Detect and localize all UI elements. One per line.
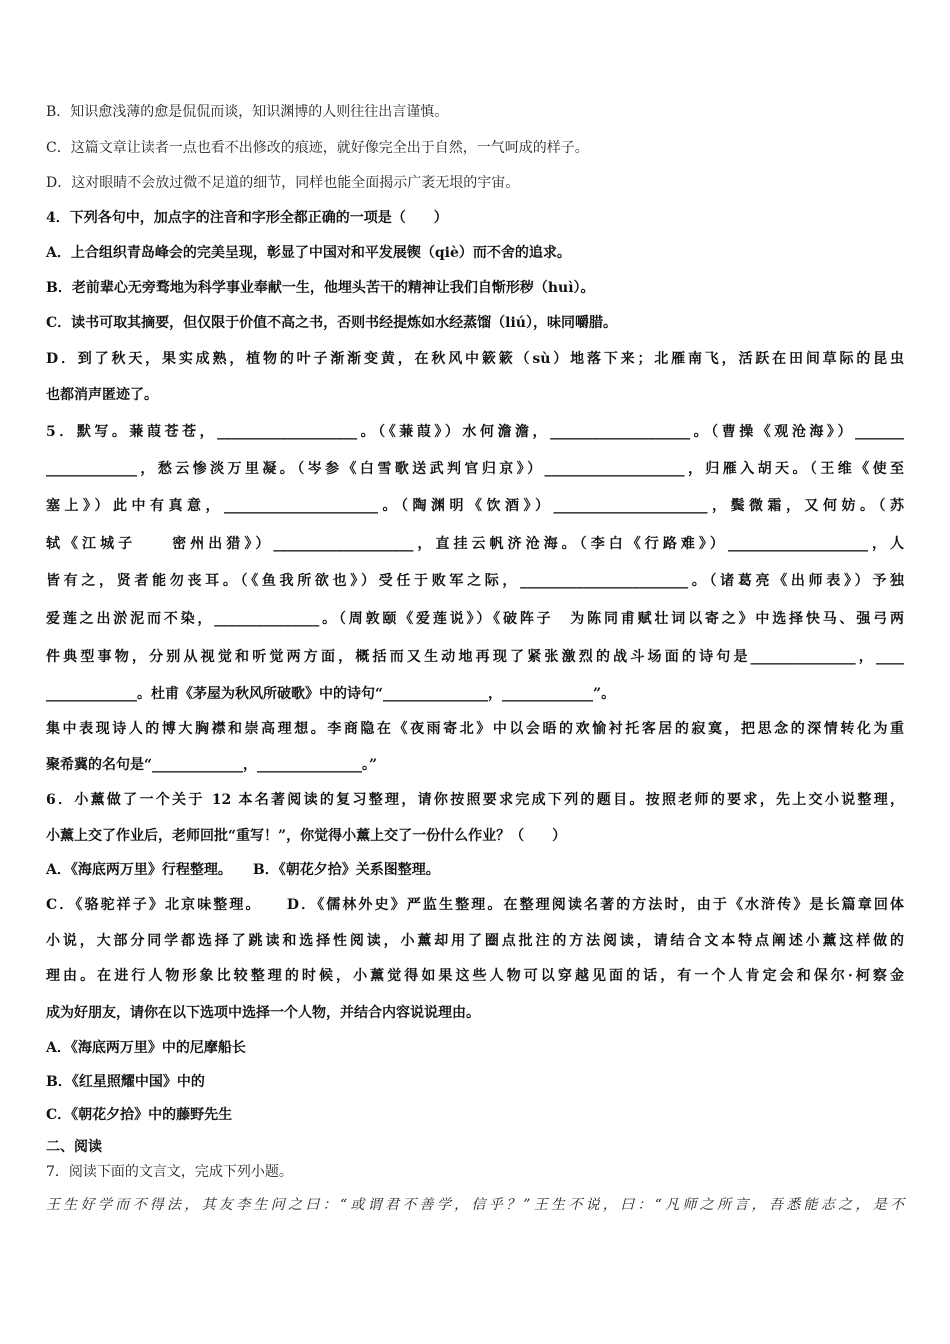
question-6-line-2: 小薰上交了作业后，老师回批“重写！”，你觉得小薰上交了一份什么作业？（ ） <box>46 828 567 844</box>
question-6-options-ab: A．《海底两万里》行程整理。 B．《朝花夕拾》关系图整理。 <box>46 862 440 878</box>
question-5-line-9: 集中表现诗人的博大胸襟和崇高理想。李商隐在《夜雨寄北》中以会晤的欢愉衬托客居的寂寞，把思念的深情转化为重 <box>46 721 904 737</box>
question-5-line-5: 皆有之，贤者能勿丧耳。（《鱼我所欲也》）受任于败军之际，________________________。（诸葛亮《出师表》）予独 <box>46 573 904 589</box>
question-6-line-7: 成为好朋友，请你在以下选项中选择一个人物，并结合内容说说理由。 <box>46 1005 480 1021</box>
question-5-line-8: _____________。杜甫《茅屋为秋风所破歌》中的诗句“_______________，_____________”。 <box>46 686 616 702</box>
classical-passage-line-1: 王生好学而不得法，其友李生问之曰：“或谓君不善学，信乎？”王生不说，曰：“凡师之所言，吾悉能志之，是不 <box>46 1197 904 1213</box>
question-3-option-c: C．这篇文章让读者一点也看不出修改的痕迹，就好像完全出于自然，一气呵成的样子。 <box>46 140 589 156</box>
question-5-line-2: _____________，愁云惨淡万里凝。（岑参《白雪歌送武判官归京》）____________________，归雁入胡天。（王维《使至 <box>46 461 904 477</box>
question-4-stem: 4．下列各句中，加点字的注音和字形全都正确的一项是（ ） <box>46 210 448 226</box>
question-5-line-7: 件典型事物，分别从视觉和听觉两方面，概括而又生动地再现了紧张激烈的战斗场面的诗句是_______________，____ <box>46 649 904 665</box>
question-5-line-6: 爱莲之出淤泥而不染，_______________。（周敦颐《爱莲说》）《破阵子 为陈同甫赋壮词以寄之》中选择快马、强弓两 <box>46 611 904 627</box>
question-4-option-b: B．老前辈心无旁骛地为科学事业奉献一生，他埋头苦干的精神让我们自惭形秽（huì）。 <box>46 280 595 296</box>
question-5-line-3: 塞上》）此中有真意，______________________。（陶渊明《饮酒》）______________________，鬓微霜，又何妨。（苏 <box>46 498 904 514</box>
question-3-option-b: B．知识愈浅薄的愈是侃侃而谈，知识渊博的人则往往出言谨慎。 <box>46 104 449 120</box>
question-4-option-d: D．到了秋天，果实成熟，植物的叶子渐渐变黄，在秋风中簌簌（sù）地落下来；北雁南飞，活跃在田间草际的昆虫 <box>46 351 904 367</box>
question-5-line-1: 5．默写。蒹葭苍苍，____________________。（《蒹葭》）水何澹澹，____________________。（曹操《观沧海》）_______ <box>46 424 904 440</box>
question-5-line-4: 轼《江城子 密州出猎》）____________________，直挂云帆济沧海。（李白《行路难》）____________________，人 <box>46 536 904 552</box>
question-6-line-6: 理由。在进行人物形象比较整理的时候，小薰觉得如果这些人物可以穿越见面的话，有一个人肯定会和保尔·柯察金 <box>46 968 904 984</box>
question-6-line-1: 6．小薰做了一个关于 12 本名著阅读的复习整理，请你按照要求完成下列的题目。按照老师的要求，先上交小说整理， <box>46 792 904 808</box>
question-4-option-d-cont: 也都消声匿迹了。 <box>46 387 158 403</box>
question-6-choice-c: C．《朝花夕拾》中的藤野先生 <box>46 1107 233 1123</box>
question-4-option-a: A．上合组织青岛峰会的完美呈现，彰显了中国对和平发展锲（qiè）而不舍的追求。 <box>46 245 571 261</box>
question-5-line-10: 聚希冀的名句是“_____________，_______________。” <box>46 757 378 773</box>
question-7-stem: 7．阅读下面的文言文，完成下列小题。 <box>46 1164 293 1180</box>
question-6-options-cd: C．《骆驼祥子》北京味整理。 D．《儒林外史》严监生整理。在整理阅读名著的方法时，由于《水浒传》是长篇章回体 <box>46 897 904 913</box>
question-6-choice-a: A．《海底两万里》中的尼摩船长 <box>46 1040 246 1056</box>
question-3-option-d: D．这对眼睛不会放过微不足道的细节，同样也能全面揭示广袤无垠的宇宙。 <box>46 175 520 191</box>
question-6-choice-b: B．《红星照耀中国》中的 <box>46 1074 205 1090</box>
question-4-option-c: C．读书可取其摘要，但仅限于价值不高之书，否则书经提炼如水经蒸馏（liú），味同嚼腊。 <box>46 315 617 331</box>
section-heading-reading: 二、阅读 <box>46 1139 102 1155</box>
question-6-line-5: 小说，大部分同学都选择了跳读和选择性阅读，小薰却用了圈点批注的方法阅读，请结合文本特点阐述小薰这样做的 <box>46 933 904 949</box>
